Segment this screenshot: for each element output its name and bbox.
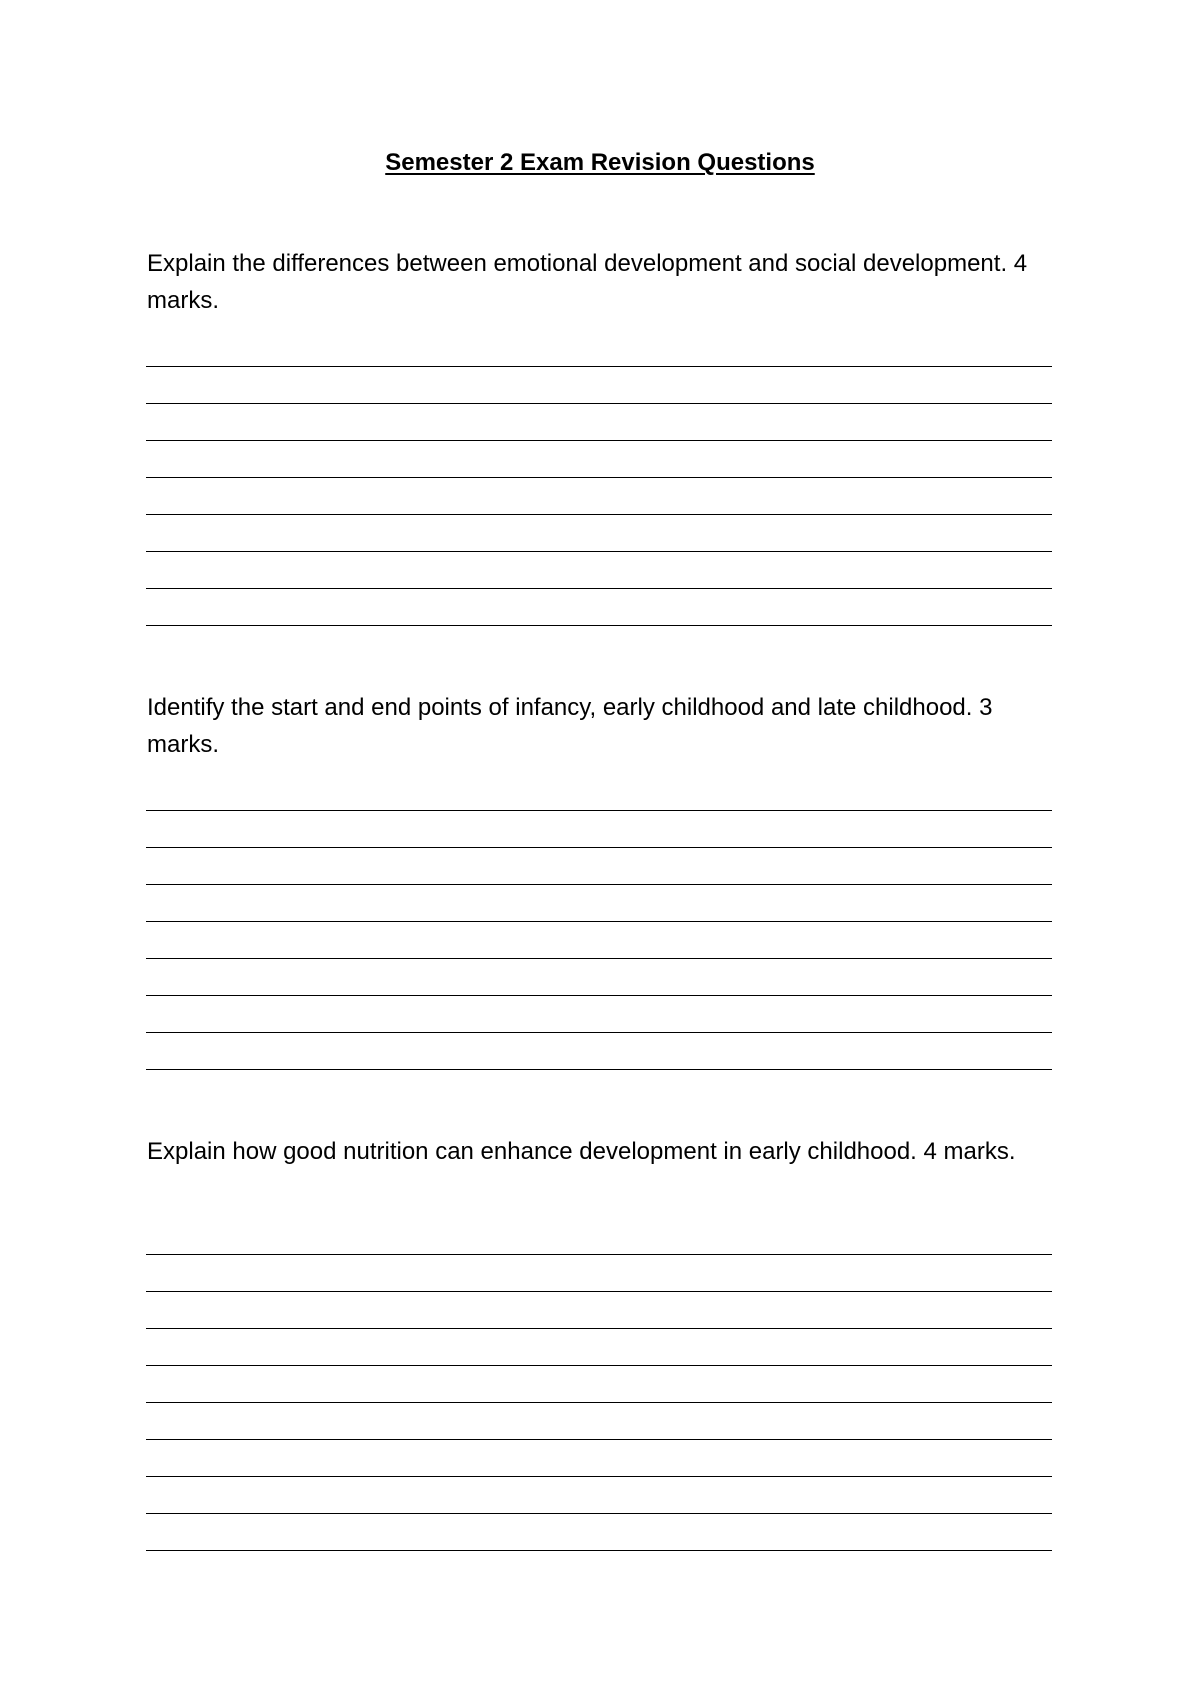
answer-line [146,1032,1052,1033]
answer-line [146,1439,1052,1440]
answer-line [146,1365,1052,1366]
answer-line [146,588,1052,589]
question-2: Identify the start and end points of infancy, early childhood and late childhood. 3 marks. [147,694,993,758]
answer-line [146,1476,1052,1477]
answer-lines-3 [146,1254,1052,1551]
answer-line [146,1254,1052,1255]
answer-line [146,477,1052,478]
answer-line [146,1291,1052,1292]
answer-line [146,884,1052,885]
answer-line [146,1513,1052,1514]
answer-line [146,366,1052,367]
answer-lines-1 [146,366,1052,626]
answer-line [146,440,1052,441]
answer-line [146,847,1052,848]
answer-line [146,551,1052,552]
question-3: Explain how good nutrition can enhance development in early childhood. 4 marks. [147,1138,1016,1165]
answer-line [146,1402,1052,1403]
answer-line [146,625,1052,626]
page-title: Semester 2 Exam Revision Questions [385,149,815,176]
answer-lines-2 [146,810,1052,1070]
answer-line [146,403,1052,404]
answer-line [146,1328,1052,1329]
question-1: Explain the differences between emotional development and social development. 4 marks. [147,250,1028,314]
answer-line [146,958,1052,959]
answer-line [146,995,1052,996]
answer-line [146,810,1052,811]
answer-line [146,1550,1052,1551]
answer-line [146,1069,1052,1070]
answer-line [146,514,1052,515]
answer-line [146,921,1052,922]
